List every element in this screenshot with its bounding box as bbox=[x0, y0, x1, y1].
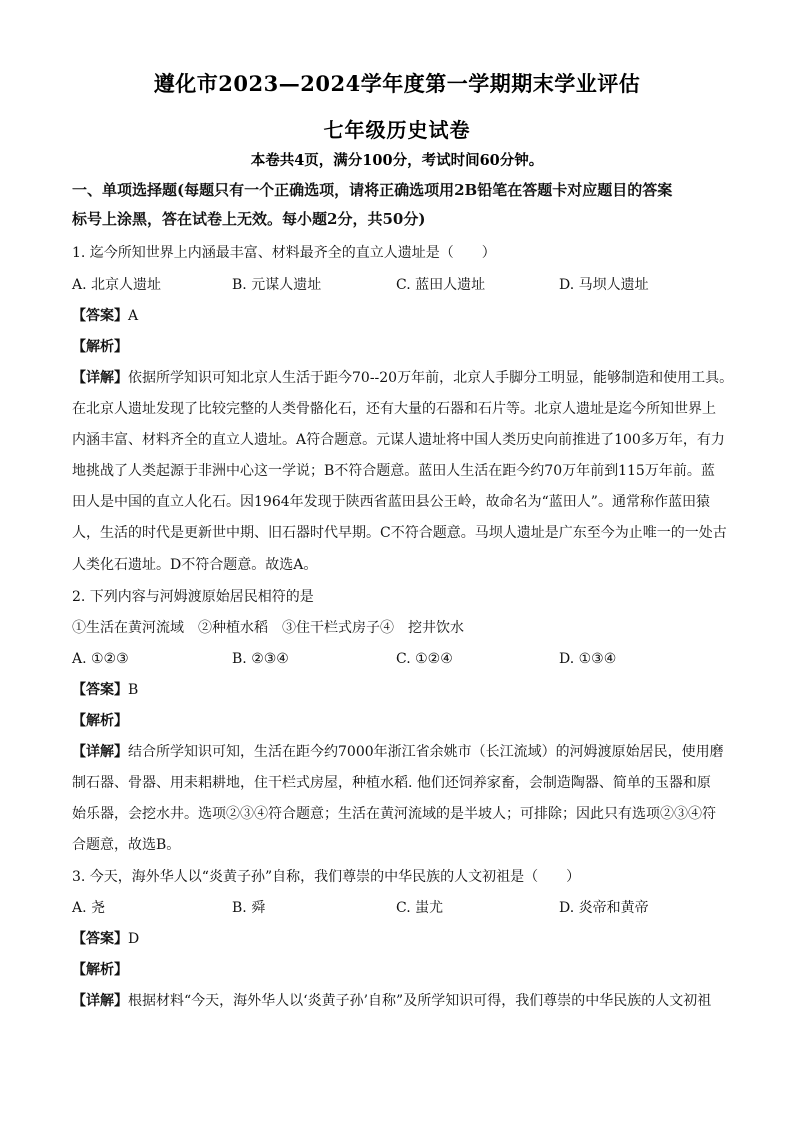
option-a: A. ①②③ bbox=[72, 651, 129, 667]
question-3-stem: 3. 今天，海外华人以“炎黄子孙”自称，我们尊崇的中华民族的人文初祖是（ ） bbox=[72, 869, 581, 885]
answer-label: 【答案】D bbox=[72, 931, 140, 947]
page-title: 遵化市2023—2024学年度第一学期期末学业评估 bbox=[153, 71, 641, 96]
detail-line: 人类化石遗址。D不符合题意。故选A。 bbox=[72, 556, 318, 573]
detail-line: 始乐器，会挖水井。选项②③④符合题意；生活在黄河流域的是半坡人；可排除；因此只有选项②③④符 bbox=[72, 806, 716, 823]
answer-label: 【答案】B bbox=[72, 682, 139, 698]
analysis-label: 【解析】 bbox=[72, 339, 128, 355]
bracket-tag: 【详解】 bbox=[72, 370, 128, 386]
detail-line: 在北京人遗址发现了比较完整的人类骨骼化石，还有大量的石器和石片等。北京人遗址是迄今所知世界上 bbox=[72, 401, 716, 418]
question-3-detail bbox=[72, 986, 724, 1017]
detail-line: 田人是中国的直立人化石。因1964年发现于陕西省蓝田县公王岭，故命名为“蓝田人”。通常称作蓝田猿 bbox=[72, 494, 710, 511]
detail-line: 地挑战了人类起源于非洲中心这一学说；B不符合题意。蓝田人生活在距今约70万年前到115万年前。蓝 bbox=[72, 463, 715, 480]
bracket-tag: 【详解】 bbox=[72, 993, 128, 1009]
analysis-label: 【解析】 bbox=[72, 962, 128, 978]
section-heading-line: 一、单项选择题(每题只有一个正确选项，请将正确选项用2B铅笔在答题卡对应题目的答案 bbox=[72, 181, 673, 199]
detail-line: 制石器、骨器、用耒耜耕地，住干栏式房屋，种植水稻. 他们还饲养家畜，会制造陶器、简单的玉器和原 bbox=[72, 775, 711, 792]
bracket-tag: 【答案】 bbox=[72, 931, 128, 947]
option-c: C. ①②④ bbox=[396, 651, 453, 667]
option-a: A. 尧 bbox=[72, 900, 106, 916]
option-d: D. ①③④ bbox=[559, 651, 617, 667]
bracket-tag: 【答案】 bbox=[72, 308, 128, 324]
option-b: B. 舜 bbox=[232, 900, 266, 916]
option-a: A. 北京人遗址 bbox=[72, 277, 162, 293]
option-c: C. 蓝田人遗址 bbox=[396, 277, 486, 293]
bracket-tag: 【答案】 bbox=[72, 682, 128, 698]
detail-line: 内涵丰富、材料齐全的直立人遗址。A符合题意。元谋人遗址将中国人类历史向前推进了100多万年，有力 bbox=[72, 432, 725, 449]
section-heading-line: 标号上涂黑，答在试卷上无效。每小题2分，共50分) bbox=[72, 210, 426, 228]
question-2-detail bbox=[72, 737, 724, 861]
detail-line: 【详解】依据所学知识可知北京人生活于距今70--20万年前，北京人手脚分工明显，能够制造和使用工具。 bbox=[72, 370, 734, 386]
option-c: C. 蚩尤 bbox=[396, 900, 444, 916]
question-1-detail bbox=[72, 363, 734, 581]
page-subtitle: 七年级历史试卷 bbox=[323, 118, 471, 142]
question-1-stem: 1. 迄今所知世界上内涵最丰富、材料最齐全的直立人遗址是（ ） bbox=[72, 245, 496, 261]
answer-label: 【答案】A bbox=[72, 308, 139, 324]
detail-line: 【详解】根据材料“今天，海外华人以‘炎黄子孙’自称”及所学知识可得，我们尊崇的中华民族的人文初祖 bbox=[72, 993, 712, 1009]
detail-line: 人，生活的时代是更新世中期、旧石器时代早期。C不符合题意。马坝人遗址是广东至今为止唯一的一处古 bbox=[72, 525, 727, 542]
question-2-stem: 2. 下列内容与河姆渡原始居民相符的是 bbox=[72, 589, 314, 605]
question-2-items: ①生活在黄河流域 ②种植水稻 ③住干栏式房子④ 挖井饮水 bbox=[72, 620, 464, 636]
option-b: B. ②③④ bbox=[232, 651, 289, 667]
section-heading bbox=[72, 176, 724, 234]
detail-line: 【详解】结合所学知识可知，生活在距今约7000年浙江省余姚市（长江流域）的河姆渡原始居民，使用磨 bbox=[72, 744, 724, 760]
exam-info: 本卷共4页，满分100分，考试时间60分钟。 bbox=[250, 152, 544, 169]
detail-line: 合题意，故选B。 bbox=[72, 837, 181, 854]
analysis-label: 【解析】 bbox=[72, 713, 128, 729]
bracket-tag: 【详解】 bbox=[72, 744, 128, 760]
option-b: B. 元谋人遗址 bbox=[232, 277, 322, 293]
option-d: D. 炎帝和黄帝 bbox=[559, 900, 649, 916]
option-d: D. 马坝人遗址 bbox=[559, 277, 649, 293]
